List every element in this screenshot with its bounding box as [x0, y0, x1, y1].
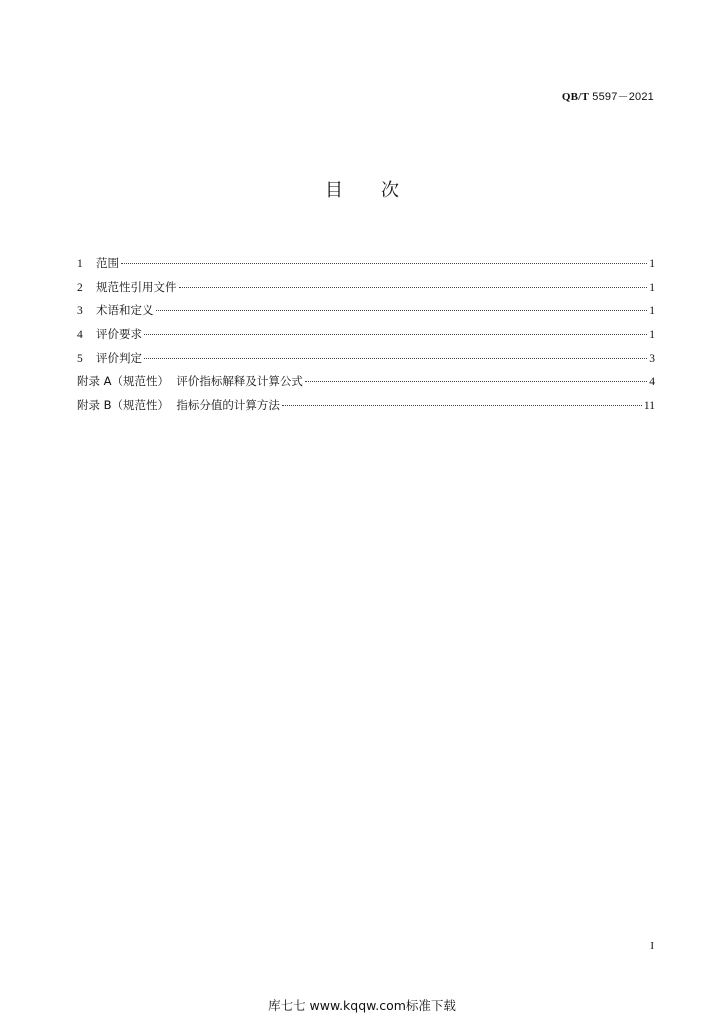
- dot-leader: [156, 310, 648, 311]
- toc-entry-number: 1: [77, 258, 83, 270]
- toc-entry-page: 4: [649, 376, 655, 389]
- toc-entry-appendix-b[interactable]: [77, 397, 655, 421]
- toc-entry-label: 评价要求: [96, 327, 142, 342]
- toc-entry-page: 1: [649, 258, 655, 270]
- dot-leader: [121, 263, 647, 264]
- footer-watermark: 库七七 www.kqqw.com标准下载: [268, 998, 456, 1013]
- toc-entry-number: 4: [77, 329, 83, 342]
- standard-prefix: QB/T: [561, 91, 589, 103]
- toc-entry-scope[interactable]: [77, 255, 655, 279]
- page-folio: I: [650, 940, 654, 952]
- dot-leader: [282, 405, 642, 406]
- toc-entry-terms-definitions[interactable]: [77, 302, 655, 326]
- table-of-contents: [77, 255, 655, 421]
- toc-entry-number: 3: [77, 305, 83, 318]
- toc-entry-number: 5: [77, 352, 83, 365]
- dot-leader: [144, 334, 647, 335]
- toc-entry-evaluation-requirements[interactable]: [77, 326, 655, 350]
- dot-leader: [305, 381, 647, 382]
- toc-entry-label: 规范性引用文件: [96, 279, 177, 294]
- toc-entry-page: 11: [643, 400, 655, 413]
- toc-entry-evaluation-judgment[interactable]: [77, 350, 655, 374]
- dot-leader: [179, 287, 648, 288]
- toc-entry-page: 3: [649, 352, 655, 365]
- standard-code: [562, 88, 654, 104]
- standard-number: 5597－2021: [592, 91, 654, 103]
- toc-entry-label: 术语和定义: [96, 303, 154, 318]
- toc-entry-appendix-a[interactable]: [77, 373, 655, 397]
- toc-entry-label: 评价判定: [96, 350, 142, 365]
- toc-entry-label: 范围: [96, 256, 119, 270]
- toc-entry-page: 1: [649, 281, 655, 294]
- toc-entry-label: 附录 A（规范性） 评价指标解释及计算公式: [77, 374, 303, 389]
- toc-entry-normative-references[interactable]: [77, 279, 655, 303]
- dot-leader: [144, 358, 647, 359]
- toc-entry-number: 2: [77, 281, 83, 294]
- page-title: 目次: [325, 180, 437, 201]
- toc-entry-label: 附录 B（规范性） 指标分值的计算方法: [77, 398, 280, 413]
- toc-entry-page: 1: [649, 305, 655, 318]
- toc-entry-page: 1: [649, 329, 655, 342]
